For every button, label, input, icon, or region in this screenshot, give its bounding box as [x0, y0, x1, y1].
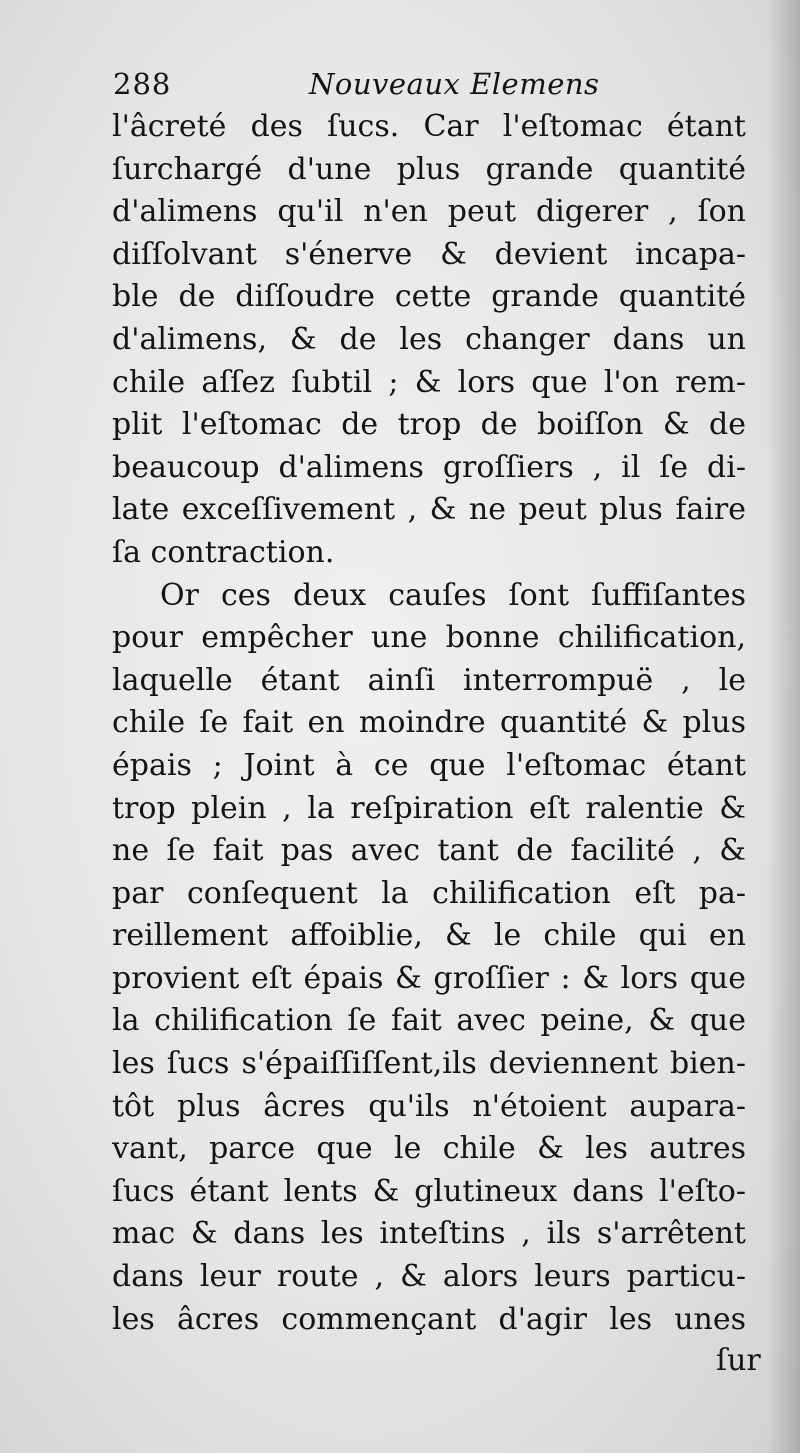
text-line: reillement affoiblie, & le chile qui en — [112, 918, 746, 954]
page-gutter-shadow — [766, 0, 800, 1453]
text-line: épais ; Joint à ce que l'eſtomac étant — [112, 747, 746, 783]
text-line: diſſolvant s'énerve & devient incapa- — [112, 236, 746, 272]
text-line: les âcres commençant d'agir les unes — [112, 1301, 746, 1337]
catchword: ſur — [716, 1343, 761, 1378]
running-title: Nouveaux Elemens — [309, 67, 600, 101]
paragraph-last-line: ſa contraction. — [112, 534, 335, 570]
text-line: laquelle étant ainſi interrompuë , le — [112, 662, 746, 698]
text-line: d'alimens qu'il n'en peut digerer , ſon — [112, 194, 746, 230]
text-line: les ſucs s'épaiſſiſſent,ils deviennent bien- — [112, 1046, 746, 1082]
text-line: dans leur route , & alors leurs particu- — [112, 1259, 746, 1295]
text-line: chile aſſez ſubtil ; & lors que l'on rem- — [112, 364, 746, 400]
text-line: d'alimens, & de les changer dans un — [112, 321, 746, 357]
text-line: la chilification ſe fait avec peine, & que — [112, 1003, 746, 1039]
text-line: plit l'eſtomac de trop de boiſſon & de — [112, 407, 746, 443]
text-line: par conſequent la chilification eſt pa- — [112, 875, 746, 911]
text-line: late exceſſivement , & ne peut plus faire — [112, 492, 746, 528]
text-line: ble de diſſoudre cette grande quantité — [112, 279, 746, 315]
text-line: trop plein , la reſpiration eſt ralentie & — [112, 790, 746, 826]
running-header — [113, 62, 613, 106]
text-line: ne ſe fait pas avec tant de facilité , & — [112, 833, 746, 869]
text-line: ſucs étant lents & glutineux dans l'eſto- — [112, 1173, 746, 1209]
text-line: pour empêcher une bonne chilification, — [112, 620, 746, 656]
text-line: provient eſt épais & groſſier : & lors que — [112, 960, 746, 996]
text-line: ſurchargé d'une plus grande quantité — [112, 151, 746, 187]
text-line: tôt plus âcres qu'ils n'étoient aupara- — [112, 1088, 746, 1124]
text-line: mac & dans les inteſtins , ils s'arrêtent — [112, 1216, 746, 1252]
text-line: vant, parce que le chile & les autres — [112, 1131, 746, 1167]
text-line: l'âcreté des ſucs. Car l'eſtomac étant — [112, 109, 746, 144]
text-line: chile ſe fait en moindre quantité & plus — [112, 705, 746, 741]
page-number: 288 — [113, 67, 172, 101]
paragraph-first-line: Or ces deux cauſes ſont ſuffiſantes — [160, 577, 746, 613]
body-text — [112, 106, 746, 1341]
text-line: beaucoup d'alimens groſſiers , il ſe di- — [112, 449, 746, 485]
